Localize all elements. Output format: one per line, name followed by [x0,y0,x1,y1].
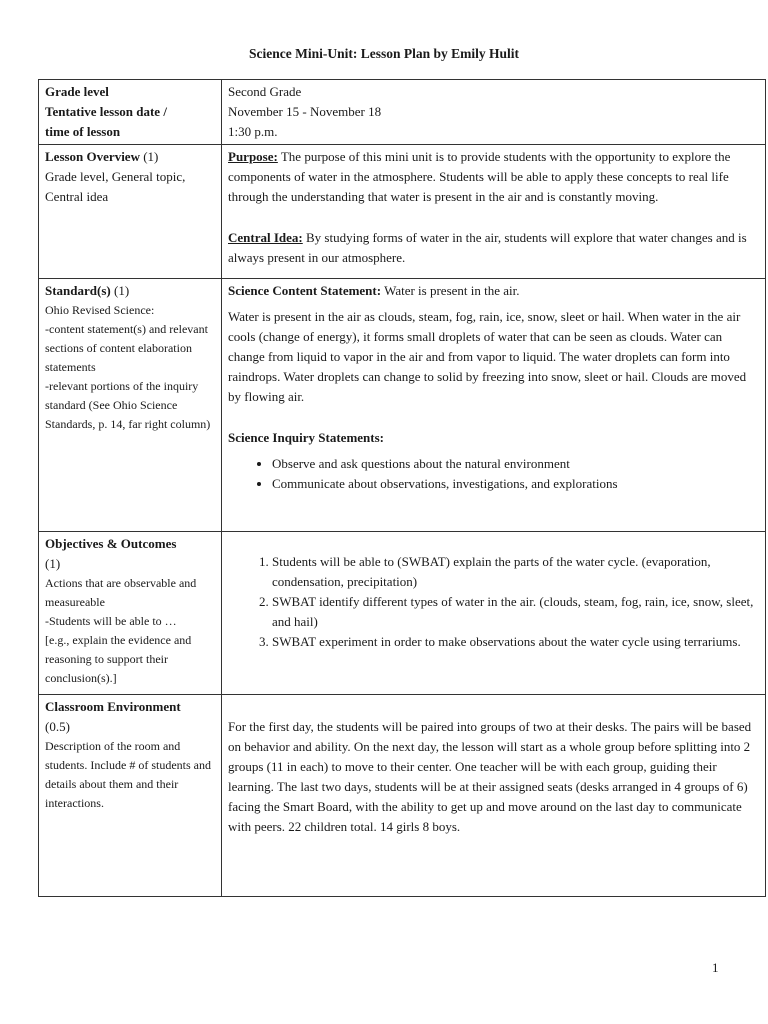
row-objectives [39,532,766,695]
lesson-date-label: Tentative lesson date / [45,104,167,119]
environment-desc: Description of the room and students. Include # of students and details about them and their interactions. [45,739,211,810]
row-standards [39,279,766,532]
central-idea-text: By studying forms of water in the air, students will explore that water changes and is always present in our atmosphere. [228,230,747,265]
grade-level-value-cell [222,80,766,145]
content-statement [228,281,759,301]
document-title: Science Mini-Unit: Lesson Plan by Emily Hulit [248,46,519,61]
inquiry-item: • Observe and ask questions about the natural environment [272,454,759,474]
standards-label: Standard(s) [45,283,111,298]
lesson-overview-points: (1) [139,149,159,164]
objective-item: 1. Students will be able to (SWBAT) explain the parts of the water cycle. (evaporation, condensation, precipitation) [272,552,759,592]
lesson-plan-table [38,79,766,897]
inquiry-list [228,454,759,494]
content-statement-text: Water is present in the air. [381,283,520,298]
row-lesson-overview [39,145,766,279]
purpose-label: Purpose: [228,149,278,164]
purpose-text: The purpose of this mini unit is to provide students with the opportunity to explore the components of water in the atmosphere. Students will be able to apply these concepts to real life through the understanding that water is present in the air and is constantly moving. [228,149,731,204]
lesson-overview-desc: Grade level, General topic, Central idea [45,169,186,204]
environment-label-cell [39,695,222,897]
central-idea-label: Central Idea: [228,230,303,245]
purpose-paragraph [228,147,759,207]
grade-level-label-cell [39,80,222,145]
objective-item: 3. SWBAT experiment in order to make observations about the water cycle using terrariums. [272,632,759,652]
objectives-label-cell [39,532,222,695]
environment-content-cell [222,695,766,897]
inquiry-item: • Communicate about observations, investigations, and explorations [272,474,759,494]
objectives-content-cell [222,532,766,695]
lesson-date-value: November 15 - November 18 [228,104,382,119]
row-classroom-environment [39,695,766,897]
objectives-points: (1) [45,556,61,571]
row-grade-level [39,80,766,145]
environment-text: For the first day, the students will be paired into groups of two at their desks. The pairs will be based on behavior and ability. On the next day, the lesson will start as a whole group before splitting into 2 groups (11 in each) to move to their center. One teacher will be with each group, guiding their learning. The last two days, students will be at their assigned seats (desks arranged in 4 groups of 6) facing the Smart Board, with the ability to get up and move around on the last day to communicate with peers. 22 children total. 14 girls 8 boys. [228,719,752,834]
standards-points: (1) [110,283,130,298]
environment-label: Classroom Environment [45,699,181,714]
lesson-overview-label-cell [39,145,222,279]
objectives-list [228,552,759,652]
content-elaboration: Water is present in the air as clouds, steam, fog, rain, ice, snow, sleet or hail. When water in the air cools (change of energy), it forms small droplets of water that can be seen as clouds. Water can change from liquid to vapor in the air and from vapor to liquid. The water droplets can form into raindrops. Water droplets can change to solid by freezing into snow, sleet or hail. Clouds are moved by flowing air. [228,309,747,404]
grade-level-label: Grade level [45,84,109,99]
lesson-overview-content-cell [222,145,766,279]
standards-content-cell [222,279,766,532]
lesson-time-label: time of lesson [45,124,121,139]
content-statement-label: Science Content Statement: [228,283,382,298]
standards-label-cell [39,279,222,532]
grade-level-value: Second Grade [228,84,302,99]
central-idea-paragraph [228,228,759,268]
inquiry-statements-label: Science Inquiry Statements: [228,430,384,445]
objective-item: 2. SWBAT identify different types of water in the air. (clouds, steam, fog, rain, ice, snow, sleet, and hail) [272,592,759,632]
lesson-time-value: 1:30 p.m. [228,124,278,139]
standards-desc: Ohio Revised Science: -content statement(s) and relevant sections of content elaboration statements -relevant portions of the inquiry standard (See Ohio Science Standards, p. 14, far right column) [45,303,211,431]
environment-points: (0.5) [45,719,70,734]
objectives-label: Objectives & Outcomes [45,536,177,551]
page-number: 1 [712,960,719,975]
lesson-overview-label: Lesson Overview [45,149,140,164]
objectives-desc: Actions that are observable and measureable -Students will be able to … [e.g., explain the evidence and reasoning to support their conclusion(s).] [45,576,197,685]
